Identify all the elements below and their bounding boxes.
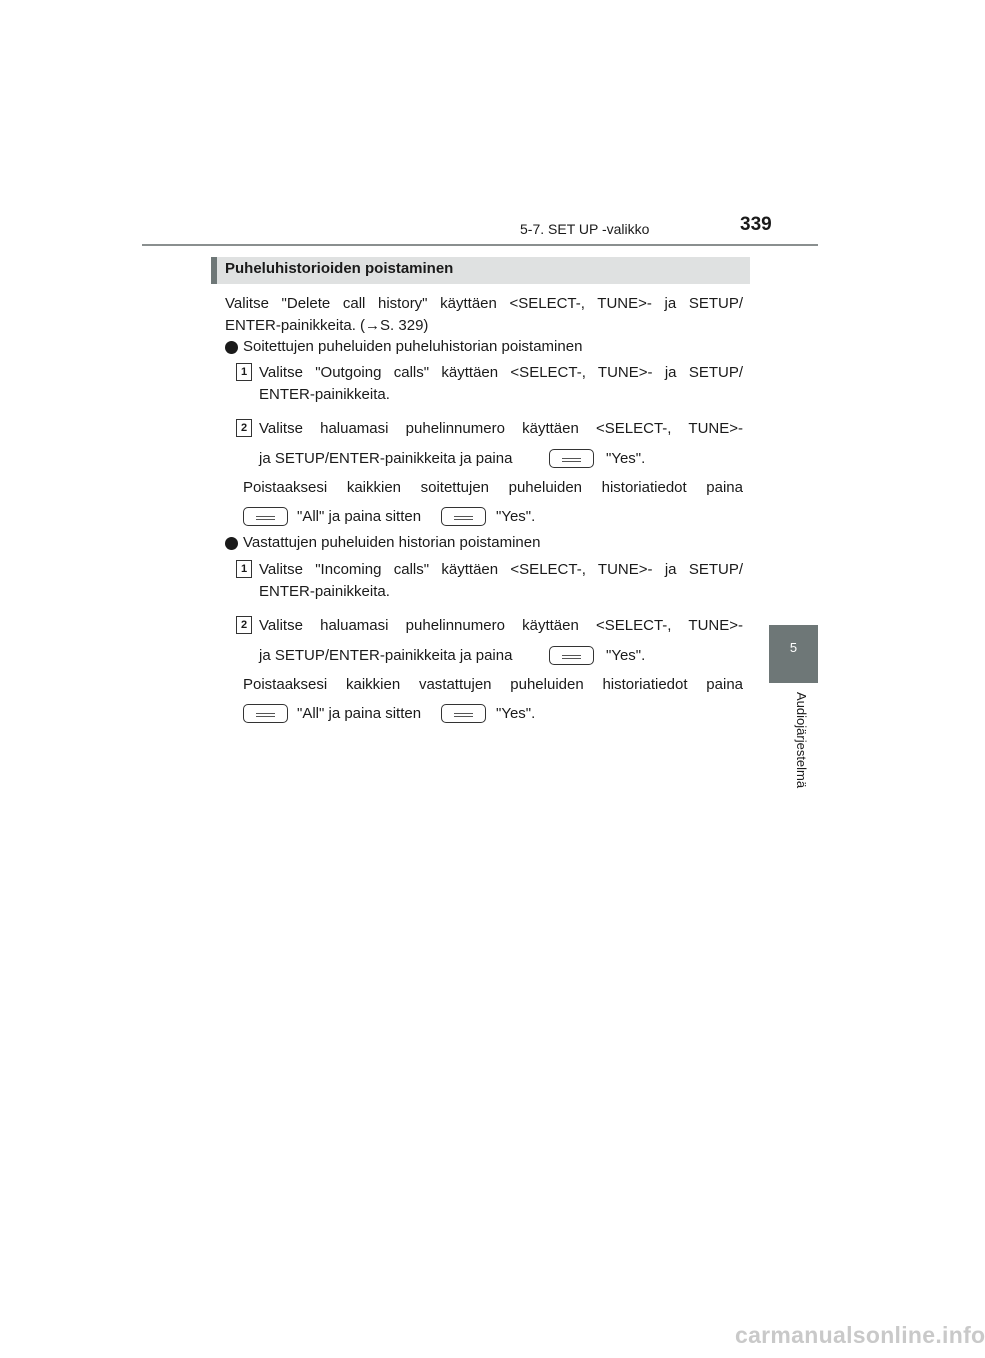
chapter-tab-label: Audiojärjestelmä [794,692,809,789]
arrow-icon: → [365,317,381,334]
incoming-step2-yes: "Yes". [606,647,646,664]
incoming-note-yes: "Yes". [496,705,536,722]
intro-line-2 [225,316,428,336]
outgoing-step2-yes: "Yes". [606,450,646,467]
outgoing-heading: Soitettujen puheluiden puheluhistorian poistaminen [243,338,583,355]
intro-page-ref: S. 329) [380,317,429,334]
step-number-badge: 1 [236,363,252,381]
screen-button-icon [243,507,288,526]
outgoing-step1-line2: ENTER-painikkeita. [259,386,390,403]
outgoing-note-yes: "Yes". [496,508,536,525]
screen-button-icon [243,704,288,723]
intro-line-2-text: ENTER-painikkeita. ( [225,317,366,334]
outgoing-step2-line2: ja SETUP/ENTER-painikkeita ja paina [259,450,513,467]
step-number-badge: 1 [236,560,252,578]
outgoing-step2-line1: Valitse haluamasi puhelinnumero käyttäen <SELECT-, TUNE>- [259,420,743,437]
chapter-tab-number: 5 [789,640,798,655]
incoming-heading: Vastattujen puheluiden historian poistaminen [243,534,541,551]
screen-button-icon [549,449,594,468]
outgoing-note-line1: Poistaaksesi kaikkien soitettujen puheluiden historiatiedot paina [243,479,743,496]
step-number-badge: 2 [236,419,252,437]
screen-button-icon [441,507,486,526]
bullet-icon [225,537,238,550]
header-section-title: 5-7. SET UP -valikko [520,221,650,237]
bullet-icon [225,341,238,354]
outgoing-note-all: "All" ja paina sitten [297,508,422,525]
incoming-step1-line2: ENTER-painikkeita. [259,583,390,600]
screen-button-icon [441,704,486,723]
incoming-note-line1: Poistaaksesi kaikkien vastattujen puheluiden historiatiedot paina [243,676,743,693]
section-title-accent [211,257,217,284]
page-number: 339 [740,214,772,235]
outgoing-step1-line1: Valitse "Outgoing calls" käyttäen <SELECT-, TUNE>- ja SETUP/ [259,364,743,381]
incoming-step2-line2: ja SETUP/ENTER-painikkeita ja paina [259,647,513,664]
step-number-badge: 2 [236,616,252,634]
incoming-step2-line1: Valitse haluamasi puhelinnumero käyttäen <SELECT-, TUNE>- [259,617,743,634]
section-title: Puheluhistorioiden poistaminen [225,260,454,277]
incoming-step1-line1: Valitse "Incoming calls" käyttäen <SELECT-, TUNE>- ja SETUP/ [259,561,743,578]
watermark-text: carmanualsonline.info [735,1322,985,1348]
header-divider [142,244,818,246]
screen-button-icon [549,646,594,665]
intro-line-1: Valitse "Delete call history" käyttäen <SELECT-, TUNE>- ja SETUP/ [225,295,743,312]
incoming-note-all: "All" ja paina sitten [297,705,422,722]
